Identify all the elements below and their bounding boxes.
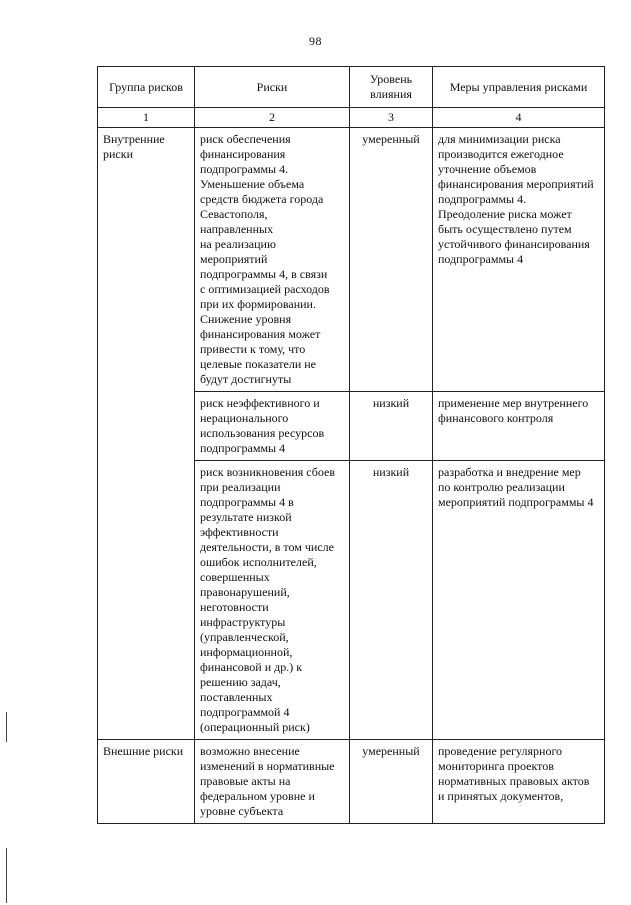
impact-level: умеренный xyxy=(350,128,433,392)
impact-level: умеренный xyxy=(350,740,433,824)
column-number-4: 4 xyxy=(433,108,605,128)
table-header-row xyxy=(98,67,605,108)
table-row xyxy=(98,740,605,824)
scan-margin-mark xyxy=(6,712,7,742)
risk-measures: применение мер внутреннего финансового контроля xyxy=(433,392,605,461)
impact-level: низкий xyxy=(350,392,433,461)
risk-group-internal: Внутренние риски xyxy=(98,128,195,740)
page-number: 98 xyxy=(309,34,322,48)
header-risk-group: Группа рисков xyxy=(98,67,195,108)
header-risks: Риски xyxy=(195,67,350,108)
scan-margin-mark xyxy=(6,848,7,903)
risk-management-table xyxy=(97,66,605,824)
header-impact-level: Уровень влияния xyxy=(350,67,433,108)
column-number-1: 1 xyxy=(98,108,195,128)
impact-level: низкий xyxy=(350,461,433,740)
column-number-2: 2 xyxy=(195,108,350,128)
risk-description: возможно внесение изменений в нормативные правовые акты на федеральном уровне и уровне субъекта xyxy=(195,740,350,824)
table-row xyxy=(98,128,605,392)
column-number-3: 3 xyxy=(350,108,433,128)
risk-measures: разработка и внедрение мер по контролю реализации мероприятий подпрограммы 4 xyxy=(433,461,605,740)
risk-description: риск обеспечения финансирования подпрограммы 4. Уменьшение объема средств бюджета города Севастополя, направленных на реализацию мероприятий подпрограммы 4, в связи с оптимизацией расходов при их формировании. Снижение уровня финансирования может привести к тому, что целевые показатели не будут достигнуты xyxy=(195,128,350,392)
risk-description: риск возникновения сбоев при реализации подпрограммы 4 в результате низкой эффективности деятельности, в том числе ошибок исполнителей, совершенных правонарушений, неготовности инфраструктуры (управленческой, информационной, финансовой и др.) к решению задач, поставленных подпрограммой 4 (операционный риск) xyxy=(195,461,350,740)
risk-measures: проведение регулярного мониторинга проектов нормативных правовых актов и принятых документов, xyxy=(433,740,605,824)
risk-group-external: Внешние риски xyxy=(98,740,195,824)
risk-measures: для минимизации риска производится ежегодное уточнение объемов финансирования мероприятий подпрограммы 4. Преодоление риска может быть осуществлено путем устойчивого финансирования подпрограммы 4 xyxy=(433,128,605,392)
header-risk-measures: Меры управления рисками xyxy=(433,67,605,108)
risk-description: риск неэффективного и нерационального использования ресурсов подпрограммы 4 xyxy=(195,392,350,461)
column-number-row xyxy=(98,108,605,128)
